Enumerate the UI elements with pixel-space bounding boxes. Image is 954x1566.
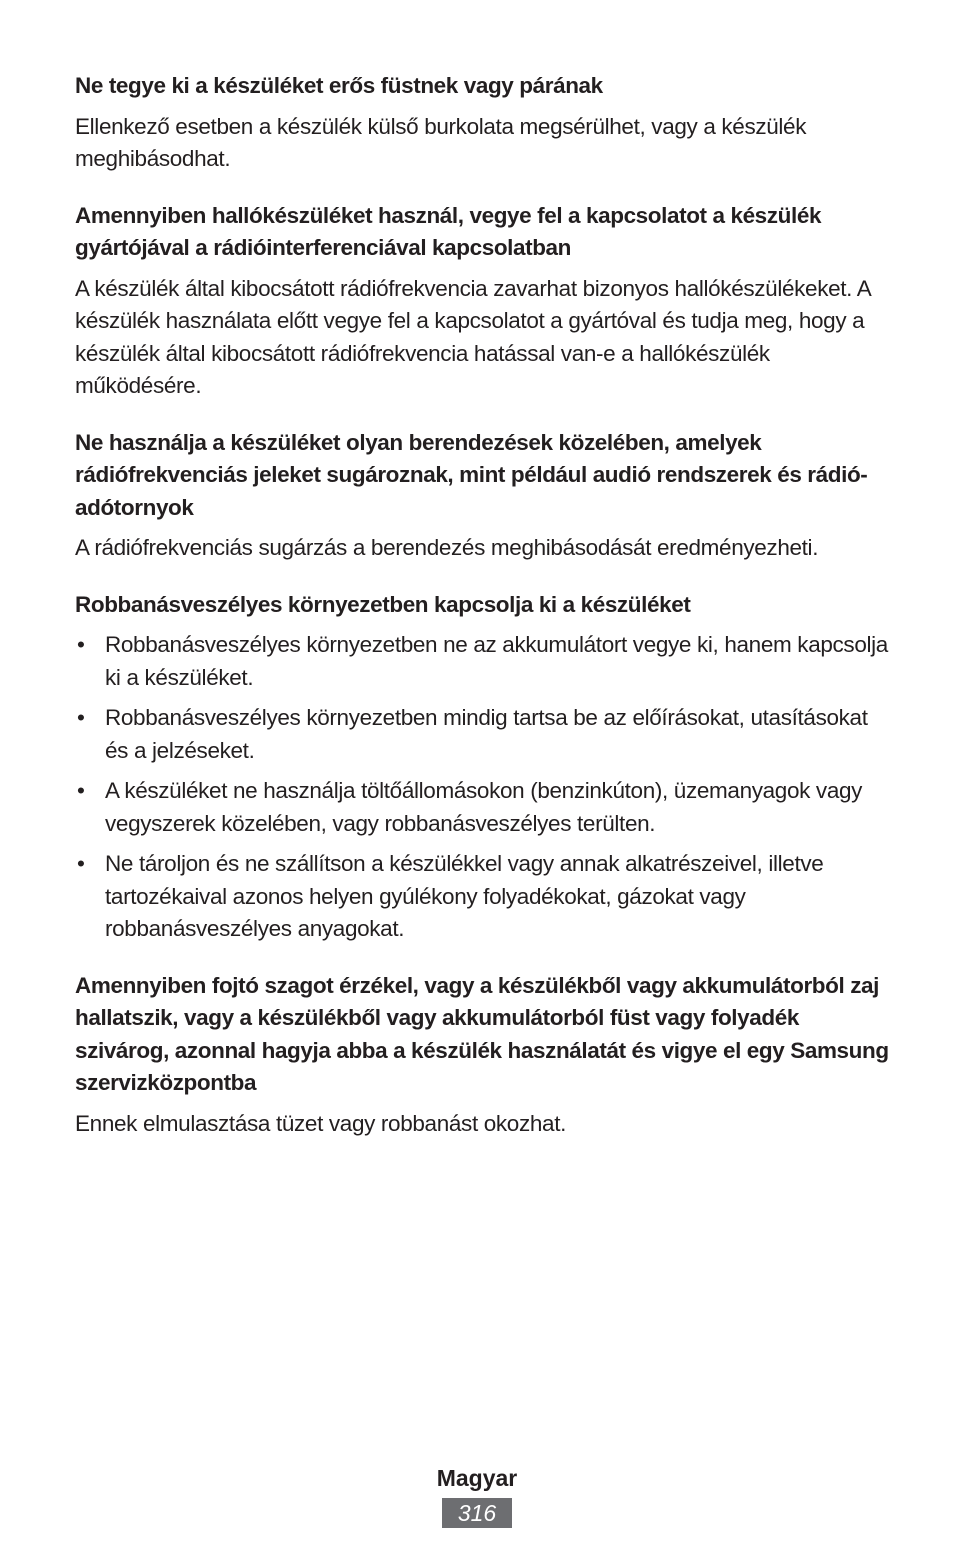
list-item [75,629,890,694]
section-text: Ellenkező esetben a készülék külső burkolata megsérülhet, vagy a készülék meghibásodhat. [75,113,807,171]
list-item [75,848,890,946]
section-heading: Amennyiben fojtó szagot érzékel, vagy a készülékből vagy akkumulátorból zaj hallatszik, vagy a készülékből vagy akkumulátorból füst vagy folyadék szivárog, azonnal hagyja abba a készülék használatát és vigye el egy Samsung szervizközpontba [75,972,889,1095]
list-item-text: Ne tároljon és ne szállítson a készülékkel vagy annak alkatrészeivel, illetve tartozékaival azonos helyen gyúlékony folyadékokat, gázokat vagy robbanásveszélyes anyagokat. [105,851,824,941]
page-number: 316 [442,1498,512,1528]
list-item-text: Robbanásveszélyes környezetben ne az akkumulátort vegye ki, hanem kapcsolja ki a készüléket. [105,632,888,690]
list-item [75,775,890,840]
section-heading: Amennyiben hallókészüléket használ, vegye fel a kapcsolatot a készülék gyártójával a rádióinterferenciával kapcsolatban [75,202,822,260]
list-item-text: Robbanásveszélyes környezetben mindig tartsa be az előírásokat, utasításokat és a jelzéseket. [105,705,868,763]
section-radio-equipment [75,427,890,565]
section-heading: Ne használja a készüléket olyan berendezések közelében, amelyek rádiófrekvenciás jeleket sugároznak, mint például audió rendszerek és rádió-adótornyok [75,429,868,520]
list-item [75,702,890,767]
bullet-icon: • [77,705,85,730]
section-heading: Robbanásveszélyes környezetben kapcsolja ki a készüléket [75,591,691,617]
section-smoke-steam [75,70,890,176]
section-explosive-environment [75,589,890,946]
document-content [75,70,890,1164]
section-smell-noise-leak [75,970,890,1141]
list-item-text: A készüléket ne használja töltőállomásokon (benzinkúton), üzemanyagok vagy vegyszerek közelében, vagy robbanásveszélyes terülten. [105,778,863,836]
footer-language: Magyar [436,1465,518,1491]
section-text: Ennek elmulasztása tüzet vagy robbanást okozhat. [75,1110,566,1136]
section-text: A rádiófrekvenciás sugárzás a berendezés meghibásodását eredményezheti. [75,535,819,560]
section-text: A készülék által kibocsátott rádiófrekvencia zavarhat bizonyos hallókészülékeket. A készülék használata előtt vegye fel a kapcsolatot a gyártóval és tudja meg, hogy a készülék által kibocsátott rádiófrekvencia hatással van-e a hallókészülék működésére. [75,275,871,398]
bullet-list [75,629,890,946]
bullet-icon: • [77,632,85,657]
section-hearing-aid [75,200,890,403]
page-footer [0,1462,954,1528]
section-heading: Ne tegye ki a készüléket erős füstnek vagy párának [75,73,603,98]
bullet-icon: • [77,851,85,876]
bullet-icon: • [77,778,85,803]
